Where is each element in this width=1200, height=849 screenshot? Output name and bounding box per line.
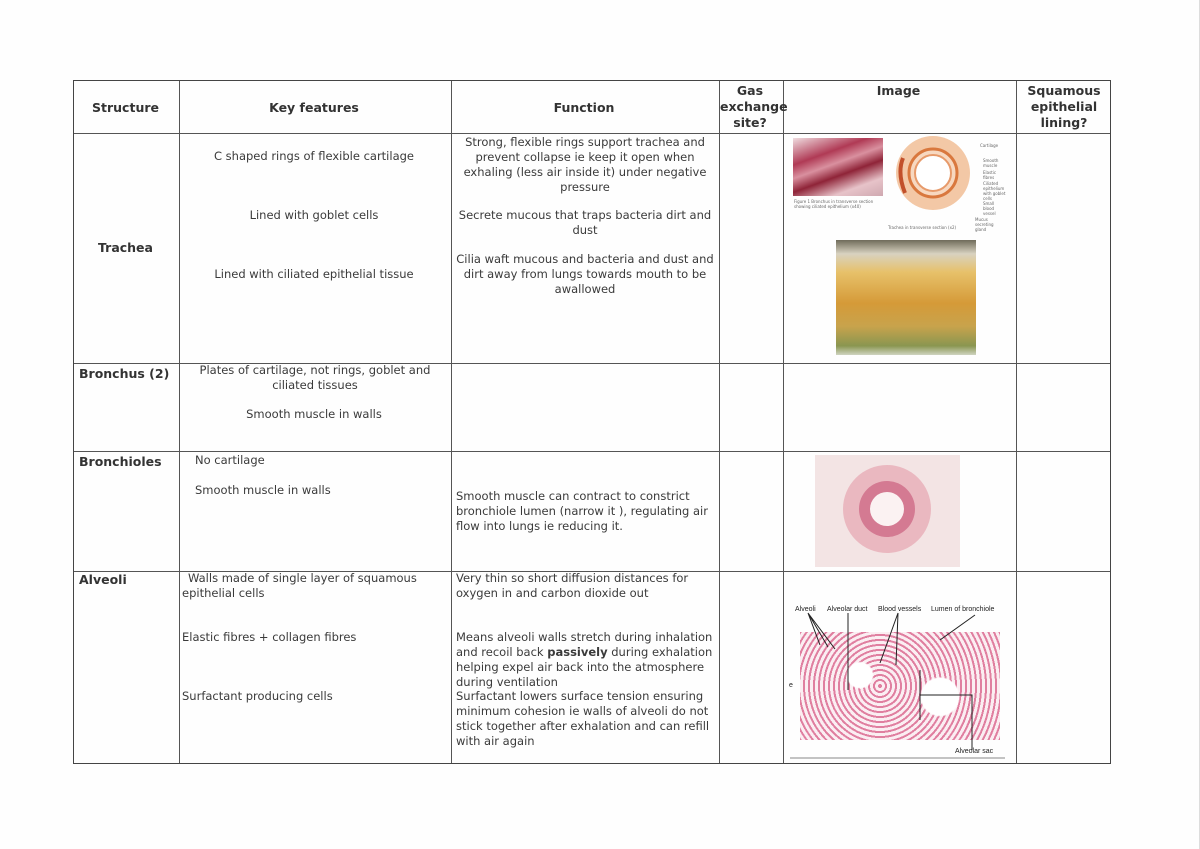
function: Very thin so short diffusion distances for oxygen in and carbon dioxide out: [456, 571, 689, 600]
alveoli-label-lines: [780, 595, 1020, 765]
structure-bronchus: Bronchus (2): [79, 366, 170, 381]
function: Means alveoli walls stretch during inhalation and recoil back passively during exhalation helping expel air back into the atmosphere during ventilation: [456, 630, 713, 689]
structure-trachea: Trachea: [98, 240, 153, 255]
feature: No cartilage: [195, 453, 265, 467]
label-alveolar-sac: Alveolar sac: [955, 748, 994, 755]
label-cartilage: Cartilage: [980, 143, 999, 148]
feature: Smooth muscle in walls: [246, 407, 382, 421]
structure-alveoli: Alveoli: [79, 572, 127, 587]
bronchiole-micrograph: [815, 455, 960, 567]
label-blood-vessels: Blood vessels: [878, 606, 922, 613]
label-blood-vessel: Small blood vessel: [983, 201, 996, 216]
figure-caption: Figure 1 Bronchus in transverse section showing ciliated epithelium (x40): [794, 199, 874, 209]
section-caption: Trachea in transverse section (x2): [888, 225, 957, 230]
feature: Elastic fibres + collagen fibres: [182, 630, 357, 644]
function: Surfactant lowers surface tension ensuring minimum cohesion ie walls of alveoli do not stick together after exhalation and can refill with air again: [456, 689, 710, 748]
label-smooth-muscle: Smooth muscle: [983, 158, 999, 168]
structure-bronchioles: Bronchioles: [79, 454, 162, 469]
bronchus-micrograph: [793, 138, 883, 196]
label-ciliated: Ciliated epithelium with goblet cells: [983, 181, 1006, 201]
header-squamous: Squamous epithelial lining?: [1027, 83, 1101, 130]
function: Cilia waft mucous and bacteria and dust and dirt away from lungs towards mouth to be awallowed: [456, 252, 714, 296]
function: Smooth muscle can contract to constrict bronchiole lumen (narrow it ), regulating air flow into lungs ie reducing it.: [456, 489, 708, 533]
header-function: Function: [553, 100, 615, 115]
label-elastic: Elastic fibres: [983, 170, 997, 180]
header-key-features: Key features: [269, 100, 359, 115]
ciliated-epithelium-micrograph: [836, 240, 976, 355]
feature: Plates of cartilage, not rings, goblet and ciliated tissues: [199, 363, 431, 392]
feature: Lined with ciliated epithelial tissue: [214, 267, 414, 281]
header-structure: Structure: [92, 100, 159, 115]
feature: Surfactant producing cells: [182, 689, 333, 703]
feature: Lined with goblet cells: [249, 208, 379, 222]
feature: Walls made of single layer of squamous epithelial cells: [182, 571, 417, 600]
function: Secrete mucous that traps bacteria dirt and dust: [458, 208, 712, 237]
trachea-cross-section-diagram: [895, 133, 975, 223]
function: Strong, flexible rings support trachea and prevent collapse ie keep it open when exhaling (less air inside it) under negative pressure: [463, 135, 707, 194]
label-mucus-gland: Mucus secreting gland: [975, 217, 994, 232]
label-alveoli: Alveoli: [795, 606, 816, 613]
header-image: Image: [876, 83, 921, 98]
label-e: e: [789, 682, 793, 689]
label-alveolar-duct: Alveolar duct: [827, 606, 868, 613]
header-gas-exchange: Gas exchange site?: [720, 83, 788, 130]
feature: C shaped rings of flexible cartilage: [213, 149, 414, 163]
feature: Smooth muscle in walls: [195, 483, 331, 497]
label-lumen: Lumen of bronchiole: [931, 606, 995, 613]
